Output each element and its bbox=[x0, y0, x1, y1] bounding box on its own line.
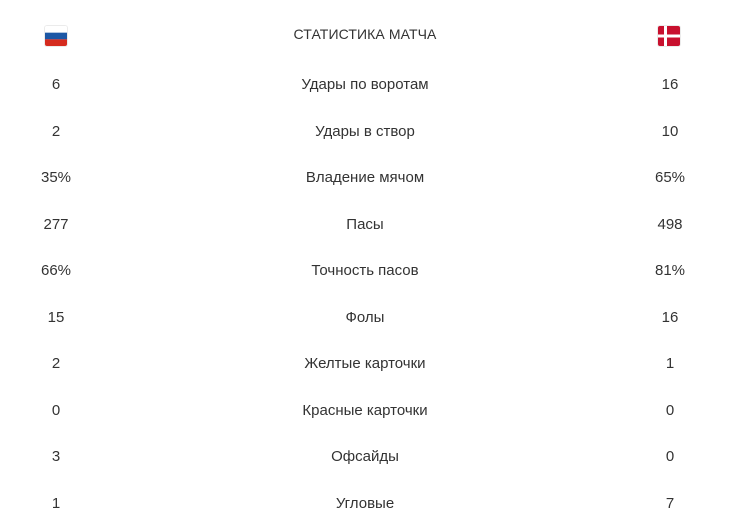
home-value: 1 bbox=[6, 481, 106, 527]
page-title: СТАТИСТИКА МАТЧА bbox=[0, 26, 730, 42]
stat-label: Владение мячом bbox=[200, 155, 530, 202]
stats-table bbox=[0, 62, 730, 527]
home-value: 0 bbox=[6, 388, 106, 435]
away-value: 0 bbox=[620, 388, 720, 435]
denmark-flag-icon bbox=[658, 26, 680, 46]
away-value: 10 bbox=[620, 109, 720, 156]
stat-label: Желтые карточки bbox=[200, 341, 530, 388]
away-value: 0 bbox=[620, 434, 720, 481]
stat-row-pass-accuracy bbox=[0, 248, 730, 295]
away-value: 1 bbox=[620, 341, 720, 388]
home-value: 35% bbox=[6, 155, 106, 202]
home-value: 3 bbox=[6, 434, 106, 481]
stat-label: Красные карточки bbox=[200, 388, 530, 435]
stat-row-corners bbox=[0, 481, 730, 527]
stats-header bbox=[0, 0, 730, 70]
stat-row-offsides bbox=[0, 434, 730, 481]
stat-row-yellow-cards bbox=[0, 341, 730, 388]
stat-label: Офсайды bbox=[200, 434, 530, 481]
stat-label: Пасы bbox=[200, 202, 530, 249]
stat-label: Удары по воротам bbox=[200, 62, 530, 109]
stat-label: Угловые bbox=[200, 481, 530, 527]
home-value: 6 bbox=[6, 62, 106, 109]
away-value: 16 bbox=[620, 295, 720, 342]
stat-row-passes bbox=[0, 202, 730, 249]
stat-row-shots-on-target bbox=[0, 109, 730, 156]
away-value: 16 bbox=[620, 62, 720, 109]
home-value: 2 bbox=[6, 109, 106, 156]
away-value: 65% bbox=[620, 155, 720, 202]
stat-label: Фолы bbox=[200, 295, 530, 342]
home-value: 277 bbox=[6, 202, 106, 249]
stat-row-fouls bbox=[0, 295, 730, 342]
away-value: 7 bbox=[620, 481, 720, 527]
stat-label: Удары в створ bbox=[200, 109, 530, 156]
away-value: 81% bbox=[620, 248, 720, 295]
away-value: 498 bbox=[620, 202, 720, 249]
home-value: 66% bbox=[6, 248, 106, 295]
stat-row-possession bbox=[0, 155, 730, 202]
stat-row-red-cards bbox=[0, 388, 730, 435]
home-value: 2 bbox=[6, 341, 106, 388]
stat-label: Точность пасов bbox=[200, 248, 530, 295]
home-value: 15 bbox=[6, 295, 106, 342]
stat-row-shots bbox=[0, 62, 730, 109]
